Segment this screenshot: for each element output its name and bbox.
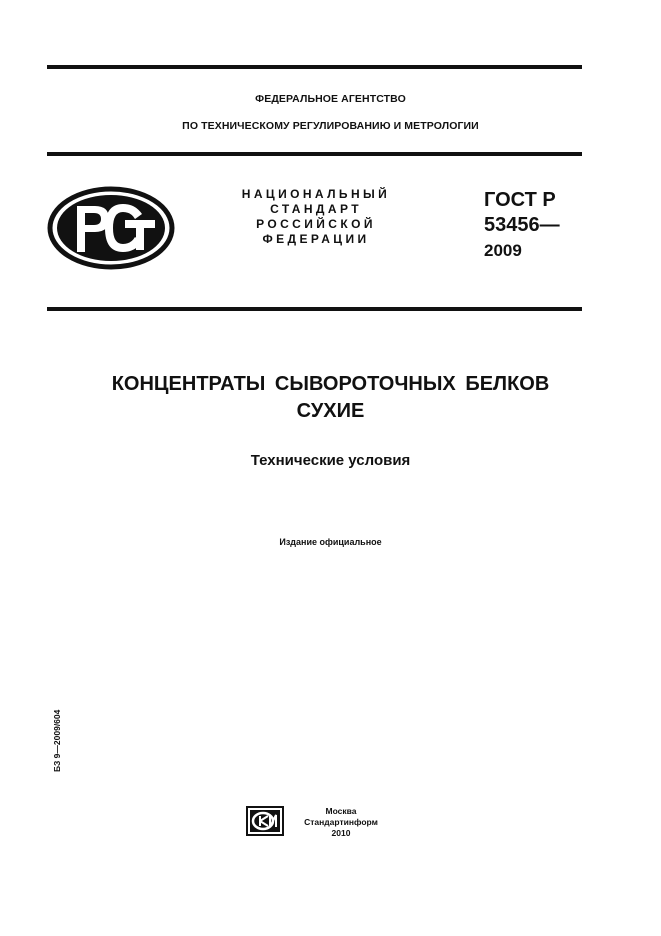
- standard-type-line-1: НАЦИОНАЛЬНЫЙ: [241, 187, 391, 201]
- gost-year: 2009: [484, 241, 522, 260]
- header-rule: [47, 152, 582, 156]
- publisher-info: [291, 806, 391, 839]
- rst-logo-icon: [47, 186, 175, 275]
- publisher-city: Москва: [325, 806, 357, 816]
- standard-type-line-2: СТАНДАРТ: [270, 202, 362, 216]
- gost-designation: [484, 188, 560, 263]
- title-line-2: СУХИЕ: [296, 400, 365, 422]
- publisher-year: 2010: [331, 828, 351, 838]
- title-line-1: КОНЦЕНТРАТЫ СЫВОРОТОЧНЫХ БЕЛКОВ: [111, 373, 550, 395]
- standartinform-logo-icon: [246, 806, 284, 841]
- gost-number: 53456—: [484, 214, 560, 236]
- document-subtitle: Технические условия: [250, 452, 411, 469]
- standard-type: [228, 187, 404, 247]
- standard-type-line-3: РОССИЙСКОЙ: [256, 217, 376, 231]
- publisher-name: Стандартинформ: [304, 817, 378, 827]
- edition-label: Издание официальное: [279, 537, 382, 547]
- document-title: [0, 371, 661, 425]
- agency-line-2: ПО ТЕХНИЧЕСКОМУ РЕГУЛИРОВАНИЮ И МЕТРОЛОГИИ: [182, 120, 479, 132]
- side-code: БЗ 9—2009/604: [52, 709, 62, 772]
- agency-line-1: ФЕДЕРАЛЬНОЕ АГЕНТСТВО: [255, 93, 406, 105]
- divider-rule: [47, 307, 582, 311]
- gost-label: ГОСТ Р: [484, 189, 556, 211]
- top-rule: [47, 65, 582, 69]
- standard-type-line-4: ФЕДЕРАЦИИ: [262, 232, 370, 246]
